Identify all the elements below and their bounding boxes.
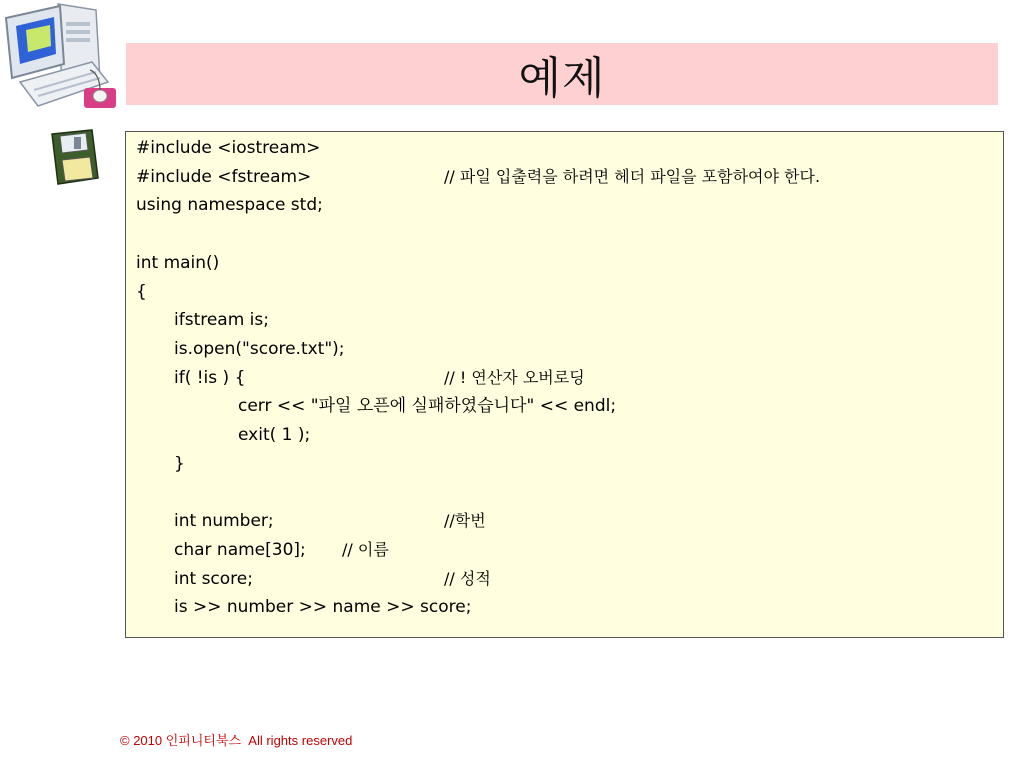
code-line <box>0 280 1000 304</box>
code-text: { <box>136 281 147 302</box>
code-text: using namespace std; <box>136 195 323 216</box>
code-line <box>0 538 1000 562</box>
code-line <box>0 136 1000 160</box>
code-comment: //학번 <box>444 511 486 531</box>
copyright-footer: © 2010 인피니티북스 All rights reserved <box>120 733 353 748</box>
code-comment: // ! 연산자 오버로딩 <box>444 367 585 387</box>
code-line <box>0 509 1000 533</box>
code-text: char name[30]; <box>174 539 306 560</box>
code-text: int number; <box>174 511 274 532</box>
code-line <box>0 452 1000 476</box>
code-text: ifstream is; <box>174 310 269 331</box>
code-text: int score; <box>174 568 253 589</box>
code-text: int main() <box>136 252 220 273</box>
code-line <box>0 337 1000 361</box>
code-line <box>0 222 1000 246</box>
slide-title: 예제 <box>518 53 606 104</box>
code-line <box>0 308 1000 332</box>
code-text: is >> number >> name >> score; <box>174 597 472 618</box>
code-comment: // 이름 <box>342 539 389 559</box>
code-line <box>0 423 1000 447</box>
code-text: #include <fstream> <box>136 166 312 187</box>
code-comment: // 성적 <box>444 568 491 588</box>
title-band <box>126 43 998 105</box>
code-line <box>0 193 1000 217</box>
code-line <box>0 480 1000 504</box>
code-line <box>0 567 1000 591</box>
code-text: is.open("score.txt"); <box>174 338 345 359</box>
code-line <box>0 251 1000 275</box>
code-text: if( !is ) { <box>174 367 246 388</box>
computer-clipart-icon <box>0 0 120 112</box>
code-text: exit( 1 ); <box>238 425 311 445</box>
code-line <box>0 366 1000 390</box>
code-line <box>0 595 1000 619</box>
code-comment: // 파일 입출력을 하려면 헤더 파일을 포함하여야 한다. <box>444 166 821 186</box>
code-text: cerr << "파일 오픈에 실패하였습니다" << endl; <box>238 396 617 417</box>
code-text: #include <iostream> <box>136 138 321 158</box>
code-line <box>0 165 1000 189</box>
code-text: } <box>174 453 185 474</box>
code-line <box>0 394 1000 418</box>
